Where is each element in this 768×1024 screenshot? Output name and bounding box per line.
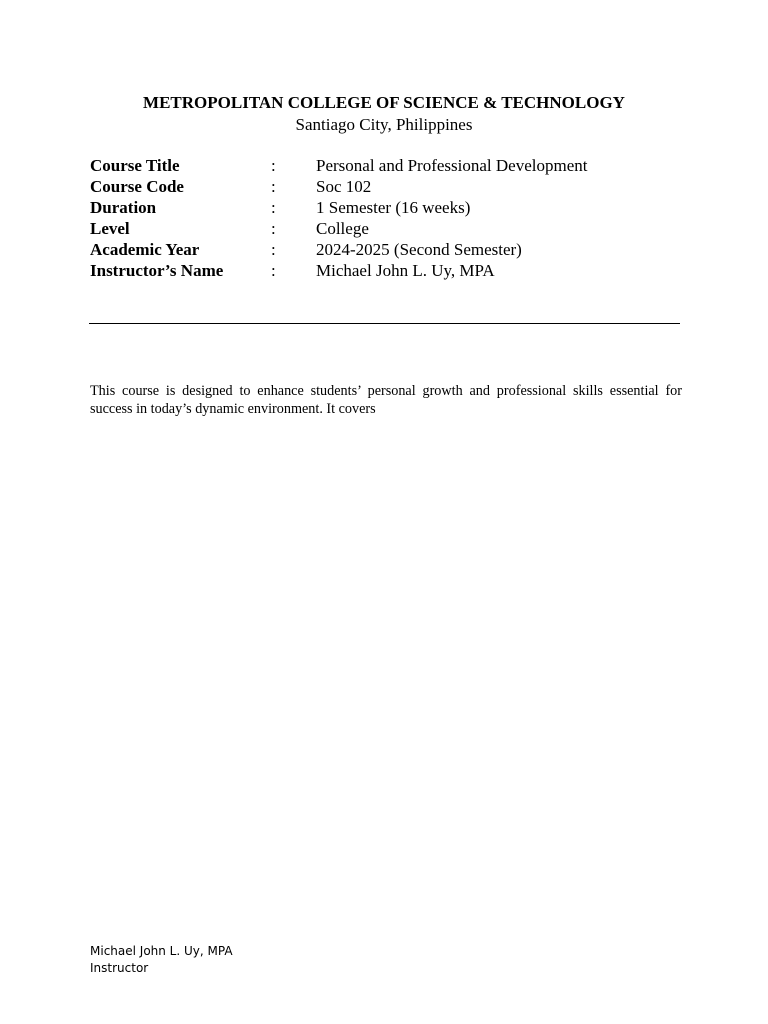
separator: :: [271, 240, 276, 259]
course-info-row: [90, 176, 587, 197]
separator: :: [271, 156, 276, 175]
course-title-value: Personal and Professional Development: [316, 156, 588, 175]
level-value: College: [316, 219, 369, 238]
duration-label: Duration: [90, 198, 157, 217]
course-info-row: [90, 155, 587, 176]
document-footer: [90, 943, 233, 977]
college-name: METROPOLITAN COLLEGE OF SCIENCE & TECHNOLOGY: [143, 93, 625, 112]
course-title-label: Course Title: [90, 156, 180, 175]
course-info-row: [90, 197, 587, 218]
level-label: Level: [90, 219, 130, 238]
course-code-label: Course Code: [90, 177, 184, 196]
college-location: Santiago City, Philippines: [295, 115, 473, 134]
instructor-name-label: Instructor’s Name: [90, 261, 224, 280]
academic-year-value: 2024-2025 (Second Semester): [316, 240, 522, 259]
instructor-name-value: Michael John L. Uy, MPA: [316, 261, 495, 280]
duration-value: 1 Semester (16 weeks): [316, 198, 471, 217]
horizontal-divider: [89, 323, 680, 324]
separator: :: [271, 198, 276, 217]
course-info-row: [90, 260, 587, 281]
footer-instructor-name: Michael John L. Uy, MPA: [90, 944, 233, 958]
course-info-table: [90, 155, 587, 281]
footer-instructor-role: Instructor: [90, 961, 149, 975]
course-info-row: [90, 218, 587, 239]
document-header: [0, 92, 768, 136]
academic-year-label: Academic Year: [90, 240, 200, 259]
separator: :: [271, 219, 276, 238]
separator: :: [271, 261, 276, 280]
separator: :: [271, 177, 276, 196]
course-info-row: [90, 239, 587, 260]
course-description: This course is designed to enhance students’ personal growth and professional skills essential for success in today’s dynamic environment. It covers: [90, 383, 682, 417]
course-code-value: Soc 102: [316, 177, 372, 196]
